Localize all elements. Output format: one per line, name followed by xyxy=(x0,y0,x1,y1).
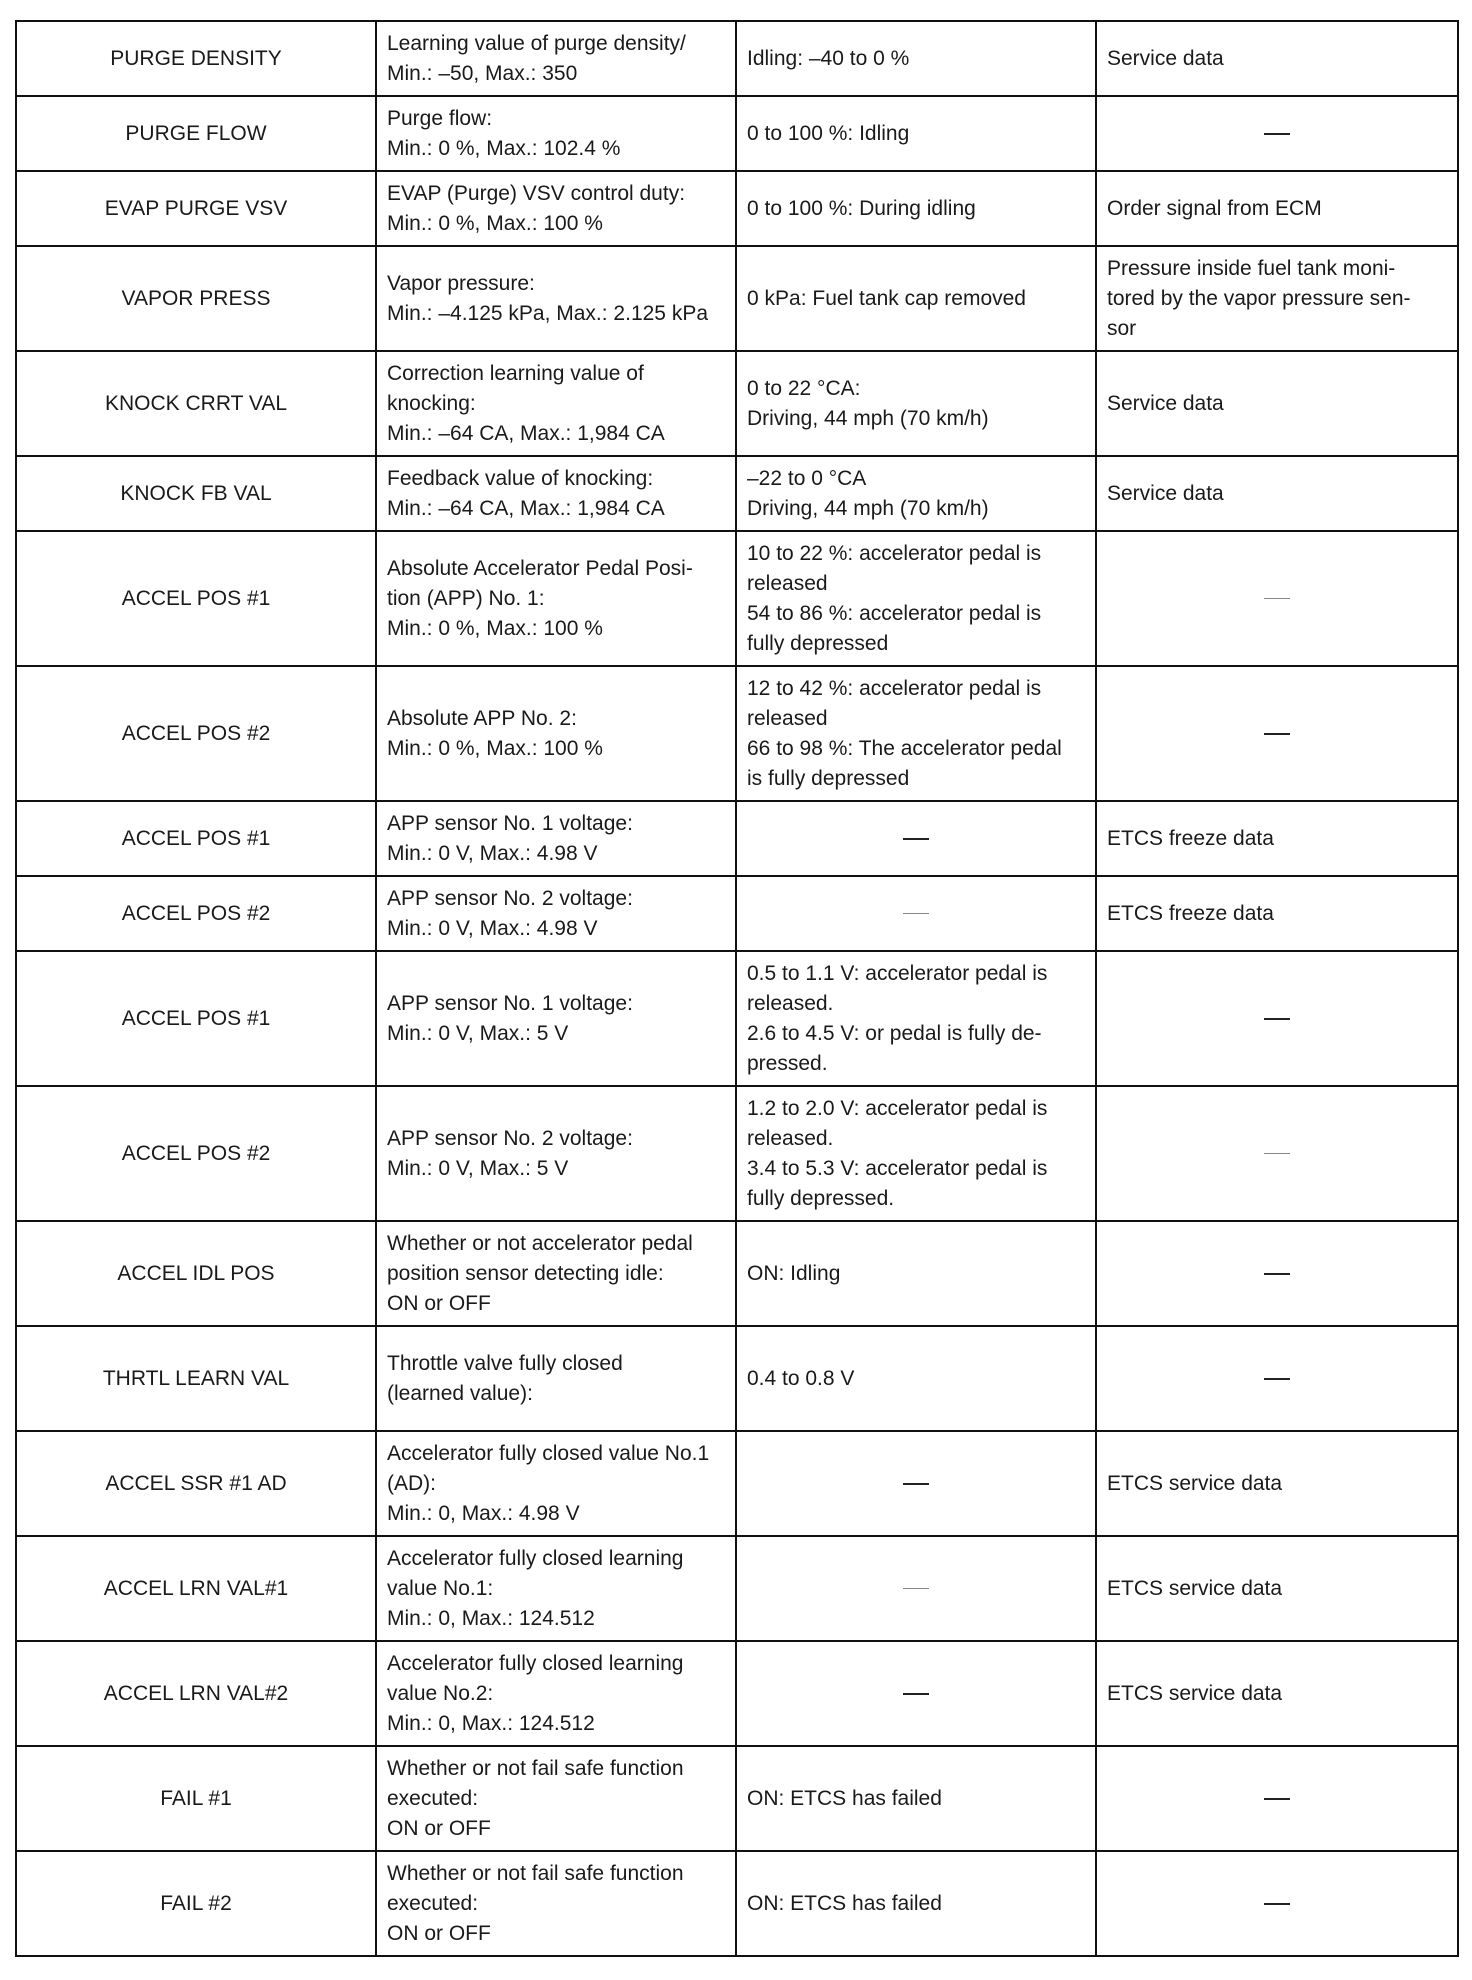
measurement-cell: Whether or not fail safe function executed: ON or OFF xyxy=(376,1746,736,1851)
table-row xyxy=(16,1641,1458,1746)
table-row xyxy=(16,531,1458,666)
diagnostic-note-cell: Service data xyxy=(1096,21,1458,96)
item-cell: KNOCK CRRT VAL xyxy=(16,351,376,456)
normal-condition-cell: –22 to 0 °CA Driving, 44 mph (70 km/h) xyxy=(736,456,1096,531)
measurement-cell: Throttle valve fully closed (learned value): xyxy=(376,1326,736,1431)
measurement-cell: Absolute Accelerator Pedal Posi- tion (APP) No. 1: Min.: 0 %, Max.: 100 % xyxy=(376,531,736,666)
dash-mark xyxy=(1264,733,1290,735)
diagnostic-note-cell xyxy=(1096,1221,1458,1326)
item-cell: KNOCK FB VAL xyxy=(16,456,376,531)
dash-mark xyxy=(1264,1153,1290,1154)
item-cell: FAIL #2 xyxy=(16,1851,376,1956)
normal-condition-cell: 0 to 100 %: Idling xyxy=(736,96,1096,171)
diagnostic-note-cell xyxy=(1096,531,1458,666)
item-cell: EVAP PURGE VSV xyxy=(16,171,376,246)
table-row xyxy=(16,951,1458,1086)
normal-condition-cell: 0.5 to 1.1 V: accelerator pedal is released. 2.6 to 4.5 V: or pedal is fully de- pressed. xyxy=(736,951,1096,1086)
diagnostic-note-cell xyxy=(1096,96,1458,171)
item-cell: ACCEL POS #2 xyxy=(16,1086,376,1221)
table-body xyxy=(16,21,1458,1956)
table-row xyxy=(16,666,1458,801)
normal-condition-cell: 0.4 to 0.8 V xyxy=(736,1326,1096,1431)
table-row xyxy=(16,876,1458,951)
measurement-cell: Accelerator fully closed value No.1 (AD): Min.: 0, Max.: 4.98 V xyxy=(376,1431,736,1536)
dash-mark xyxy=(903,1693,929,1695)
normal-condition-cell xyxy=(736,1641,1096,1746)
measurement-cell: Correction learning value of knocking: Min.: –64 CA, Max.: 1,984 CA xyxy=(376,351,736,456)
diagnostic-note-cell: Order signal from ECM xyxy=(1096,171,1458,246)
measurement-cell: APP sensor No. 1 voltage: Min.: 0 V, Max.: 4.98 V xyxy=(376,801,736,876)
normal-condition-cell: Idling: –40 to 0 % xyxy=(736,21,1096,96)
normal-condition-cell xyxy=(736,1536,1096,1641)
measurement-cell: Accelerator fully closed learning value No.2: Min.: 0, Max.: 124.512 xyxy=(376,1641,736,1746)
table-row xyxy=(16,1086,1458,1221)
normal-condition-cell xyxy=(736,1431,1096,1536)
normal-condition-cell: ON: ETCS has failed xyxy=(736,1746,1096,1851)
diagnostic-note-cell: ETCS freeze data xyxy=(1096,876,1458,951)
table-row xyxy=(16,1326,1458,1431)
item-cell: ACCEL POS #1 xyxy=(16,531,376,666)
measurement-cell: Vapor pressure: Min.: –4.125 kPa, Max.: 2.125 kPa xyxy=(376,246,736,351)
item-cell: ACCEL POS #1 xyxy=(16,951,376,1086)
measurement-cell: Absolute APP No. 2: Min.: 0 %, Max.: 100 % xyxy=(376,666,736,801)
table-row xyxy=(16,246,1458,351)
dash-mark xyxy=(903,913,929,914)
measurement-cell: Accelerator fully closed learning value No.1: Min.: 0, Max.: 124.512 xyxy=(376,1536,736,1641)
item-cell: VAPOR PRESS xyxy=(16,246,376,351)
normal-condition-cell: 0 to 100 %: During idling xyxy=(736,171,1096,246)
data-list-table xyxy=(15,20,1459,1957)
table-row xyxy=(16,171,1458,246)
table-row xyxy=(16,351,1458,456)
dash-mark xyxy=(1264,598,1290,599)
item-cell: ACCEL POS #2 xyxy=(16,666,376,801)
measurement-cell: Feedback value of knocking: Min.: –64 CA, Max.: 1,984 CA xyxy=(376,456,736,531)
measurement-cell: Learning value of purge density/ Min.: –50, Max.: 350 xyxy=(376,21,736,96)
item-cell: PURGE DENSITY xyxy=(16,21,376,96)
measurement-cell: Purge flow: Min.: 0 %, Max.: 102.4 % xyxy=(376,96,736,171)
diagnostic-note-cell: Pressure inside fuel tank moni- tored by the vapor pressure sen- sor xyxy=(1096,246,1458,351)
dash-mark xyxy=(1264,1018,1290,1020)
item-cell: THRTL LEARN VAL xyxy=(16,1326,376,1431)
normal-condition-cell: 0 kPa: Fuel tank cap removed xyxy=(736,246,1096,351)
item-cell: ACCEL IDL POS xyxy=(16,1221,376,1326)
diagnostic-note-cell xyxy=(1096,1326,1458,1431)
dash-mark xyxy=(1264,133,1290,135)
dash-mark xyxy=(903,1483,929,1485)
measurement-cell: Whether or not fail safe function executed: ON or OFF xyxy=(376,1851,736,1956)
table-row xyxy=(16,96,1458,171)
item-cell: FAIL #1 xyxy=(16,1746,376,1851)
dash-mark xyxy=(1264,1798,1290,1800)
table-row xyxy=(16,1536,1458,1641)
table-row xyxy=(16,456,1458,531)
table-row xyxy=(16,21,1458,96)
item-cell: ACCEL POS #2 xyxy=(16,876,376,951)
item-cell: PURGE FLOW xyxy=(16,96,376,171)
diagnostic-note-cell: ETCS freeze data xyxy=(1096,801,1458,876)
measurement-cell: APP sensor No. 1 voltage: Min.: 0 V, Max.: 5 V xyxy=(376,951,736,1086)
diagnostic-note-cell xyxy=(1096,1746,1458,1851)
diagnostic-note-cell: ETCS service data xyxy=(1096,1641,1458,1746)
normal-condition-cell: ON: ETCS has failed xyxy=(736,1851,1096,1956)
normal-condition-cell: 0 to 22 °CA: Driving, 44 mph (70 km/h) xyxy=(736,351,1096,456)
dash-mark xyxy=(1264,1378,1290,1380)
normal-condition-cell: 10 to 22 %: accelerator pedal is released 54 to 86 %: accelerator pedal is fully depressed xyxy=(736,531,1096,666)
normal-condition-cell: ON: Idling xyxy=(736,1221,1096,1326)
normal-condition-cell: 1.2 to 2.0 V: accelerator pedal is released. 3.4 to 5.3 V: accelerator pedal is fully depressed. xyxy=(736,1086,1096,1221)
diagnostic-note-cell xyxy=(1096,1086,1458,1221)
table-row xyxy=(16,1431,1458,1536)
dash-mark xyxy=(1264,1273,1290,1275)
dash-mark xyxy=(903,1588,929,1589)
diagnostic-note-cell: Service data xyxy=(1096,456,1458,531)
diagnostic-note-cell xyxy=(1096,666,1458,801)
diagnostic-note-cell: ETCS service data xyxy=(1096,1536,1458,1641)
item-cell: ACCEL SSR #1 AD xyxy=(16,1431,376,1536)
normal-condition-cell xyxy=(736,801,1096,876)
item-cell: ACCEL LRN VAL#1 xyxy=(16,1536,376,1641)
dash-mark xyxy=(1264,1903,1290,1905)
diagnostic-note-cell: ETCS service data xyxy=(1096,1431,1458,1536)
table-row xyxy=(16,801,1458,876)
data-list-page xyxy=(15,20,1457,1957)
diagnostic-note-cell xyxy=(1096,951,1458,1086)
diagnostic-note-cell: Service data xyxy=(1096,351,1458,456)
measurement-cell: APP sensor No. 2 voltage: Min.: 0 V, Max.: 4.98 V xyxy=(376,876,736,951)
measurement-cell: APP sensor No. 2 voltage: Min.: 0 V, Max.: 5 V xyxy=(376,1086,736,1221)
table-row xyxy=(16,1851,1458,1956)
normal-condition-cell xyxy=(736,876,1096,951)
normal-condition-cell: 12 to 42 %: accelerator pedal is released 66 to 98 %: The accelerator pedal is fully depressed xyxy=(736,666,1096,801)
item-cell: ACCEL LRN VAL#2 xyxy=(16,1641,376,1746)
diagnostic-note-cell xyxy=(1096,1851,1458,1956)
measurement-cell: EVAP (Purge) VSV control duty: Min.: 0 %, Max.: 100 % xyxy=(376,171,736,246)
item-cell: ACCEL POS #1 xyxy=(16,801,376,876)
measurement-cell: Whether or not accelerator pedal position sensor detecting idle: ON or OFF xyxy=(376,1221,736,1326)
table-row xyxy=(16,1221,1458,1326)
table-row xyxy=(16,1746,1458,1851)
dash-mark xyxy=(903,838,929,840)
